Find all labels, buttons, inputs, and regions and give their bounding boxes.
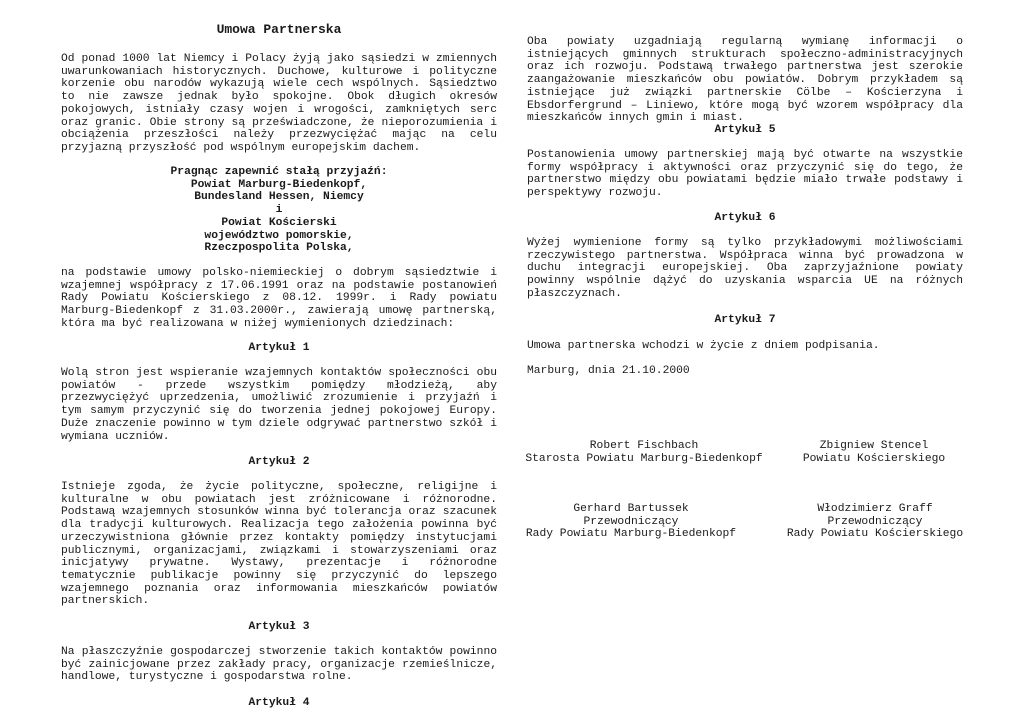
- signatory-name: Zbigniew Stencel: [819, 440, 929, 452]
- article-heading: Artykuł 7: [714, 314, 776, 326]
- parties-line: i: [275, 204, 283, 217]
- signature-block: [521, 440, 767, 465]
- article-heading: Artykuł 6: [714, 212, 776, 224]
- article-text: Postanowienia umowy partnerskiej mają być otwarte na wszystkie formy współpracy i aktywności oraz przyczynić się do tego, że partnerstwo między obu powiatami będzie miało trwałe podstawy i perspektywy rozwoju.: [527, 149, 963, 200]
- signatory-role: Przewodniczący: [827, 515, 923, 528]
- signatory-name: Gerhard Bartussek: [573, 503, 689, 515]
- article-heading: Artykuł 3: [248, 621, 310, 633]
- parties-line: Rzeczpospolita Polska,: [204, 242, 354, 255]
- parties-line: województwo pomorskie,: [204, 229, 354, 242]
- signatory-role: Powiatu Kościerskiego: [802, 452, 946, 465]
- basis-paragraph: na podstawie umowy polsko-niemieckiej o dobrym sąsiedztwie i wzajemnej współpracy z 17.06.1991 oraz na podstawie postanowień Rady Powiatu Kościerskiego z 08.12. 1999r. i Rady powiatu Marburg-Biedenkopf z 31.03.2000r., zawierają umowę partnerską, która ma być realizowana w niżej wymienionych dziedzinach:: [61, 267, 497, 330]
- document-title: Umowa Partnerska: [216, 22, 342, 37]
- article-text: Istnieje zgoda, że życie polityczne, społeczne, religijne i kulturalne w obu powiatach jest zróżnicowane i różnorodne. Podstawą wzajemnych stosunków winna być tolerancja oraz szacunek dla tradycji kulturowych. Realizacja tego założenia powinna być urzeczywistniona głównie przez kontakty pomiędzy instytucjami publicznymi, organizacjami, związkami i stowarzyszeniami oraz inicjatywy prywatne. Wystawy, prezentacje i różnorodne tematycznie publikacje powinny się przyczynić do lepszego wzajemnego poznania oraz informowania mieszkańców powiatów partnerskich.: [61, 481, 497, 608]
- parties-line: Pragnąc zapewnić stałą przyjaźń:: [170, 166, 388, 178]
- article-text: Oba powiaty uzgadniają regularną wymianę informacji o istniejących gminnych strukturach społeczno-administracyjnych oraz ich rozwoju. Podstawą trwałego partnerstwa jest szerokie zaangażowanie mieszkańców obu powiatów. Dobrym przykładem są istniejące już związki partnerskie Cölbe – Kościerzyna i Ebsdorfergrund – Liniewo, które mogą być wzorem współpracy dla mieszkańców innych gmin i miast.: [527, 36, 963, 125]
- article-heading: Artykuł 4: [248, 697, 310, 709]
- article-heading: Artykuł 5: [714, 124, 776, 136]
- place-date: Marburg, dnia 21.10.2000: [527, 365, 690, 377]
- article-heading: Artykuł 1: [248, 342, 310, 354]
- parties-block: [61, 166, 497, 255]
- signatory-role: Przewodniczący: [583, 515, 679, 528]
- signatory-role: Starosta Powiatu Marburg-Biedenkopf: [525, 452, 763, 465]
- parties-line: Powiat Kościerski: [221, 216, 337, 229]
- signature-block: [777, 503, 973, 541]
- intro-paragraph: Od ponad 1000 lat Niemcy i Polacy żyją jako sąsiedzi w zmiennych uwarunkowaniach historycznych. Duchowe, kulturowe i polityczne korzenie obu narodów wykazują wiele cech wspólnych. Sąsiedztwo to nie zawsze jednak było spokojne. Obok długich okresów pokojowych, istniały czasy wojen i wrogości, zamkniętych serc oraz granic. Obie strony są przeświadczone, że nieporozumienia i obciążenia przeszłości należy przezwyciężać mając na celu przyjazną przyszłość pod wspólnym europejskim dachem.: [61, 53, 497, 154]
- parties-line: Bundesland Hessen, Niemcy: [194, 191, 364, 204]
- signature-block: [521, 503, 741, 541]
- parties-line: Powiat Marburg-Biedenkopf,: [190, 178, 368, 191]
- signatory-org: Rady Powiatu Kościerskiego: [786, 528, 964, 541]
- article-text: Wyżej wymienione formy są tylko przykładowymi możliwościami rzeczywistego partnerstwa. Współpraca winna być prowadzona w duchu integracji europejskiej. Oba zaprzyjaźnione powiaty powinny wspólnie dążyć do uzyskania wsparcia UE na różnych płaszczyznach.: [527, 237, 963, 300]
- article-text: Wolą stron jest wspieranie wzajemnych kontaktów społeczności obu powiatów - przede wszystkim pomiędzy młodzieżą, aby przezwyciężyć uprzedzenia, umożliwić zrozumienie i przyjaźń i tym samym przyczynić się do tworzenia jednej pokojowej Europy. Duże znaczenie powinno w tym dziele odgrywać partnerstwo szkół i wymiana uczniów.: [61, 367, 497, 443]
- signature-block: [780, 440, 968, 465]
- signatory-name: Robert Fischbach: [589, 440, 699, 452]
- article-text: Umowa partnerska wchodzi w życie z dniem podpisania.: [527, 340, 880, 352]
- signatory-name: Włodzimierz Graff: [817, 503, 933, 515]
- article-text: Na płaszczyźnie gospodarczej stworzenie takich kontaktów powinno być zainicjowane przez zakłady pracy, organizacje rzemieślnicze, handlowe, turystyczne i gospodarstwa rolne.: [61, 646, 497, 684]
- article-heading: Artykuł 2: [248, 456, 310, 468]
- signatory-org: Rady Powiatu Marburg-Biedenkopf: [525, 528, 737, 541]
